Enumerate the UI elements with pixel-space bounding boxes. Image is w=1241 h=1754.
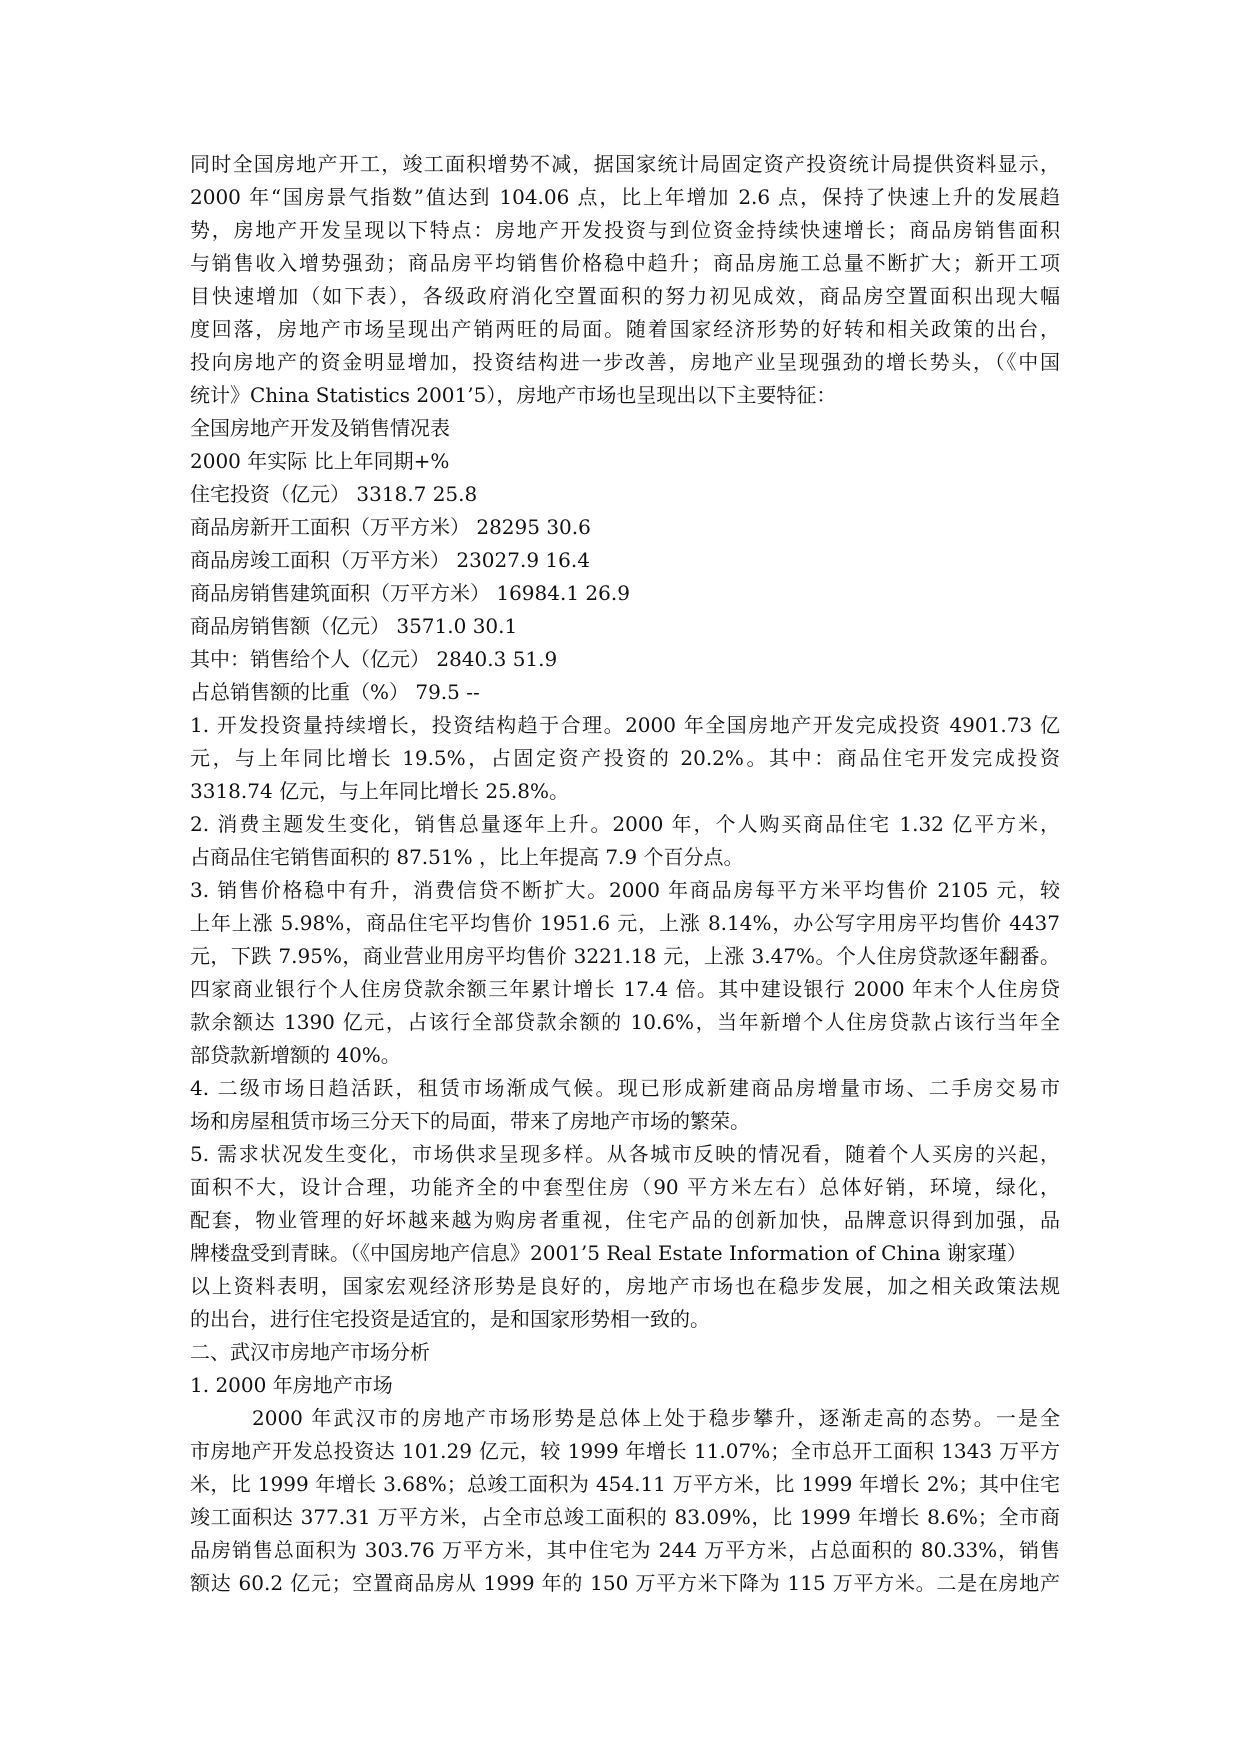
text-line: 2000 年武汉市的房地产市场形势是总体上处于稳步攀升，逐渐走高的态势。一是全 [252,1406,1060,1430]
text-line: 额达 60.2 亿元；空置商品房从 1999 年的 150 万平方米下降为 115 万平方米。二是在房地产 [190,1571,1060,1595]
text-line: 其中：销售给个人（亿元） 2840.3 51.9 [190,647,558,671]
text-line: 3318.74 亿元，与上年同比增长 25.8%。 [190,779,569,803]
text-line: 与销售收入增势强劲；商品房平均销售价格稳中趋升；商品房施工总量不断扩大；新开工项 [190,251,1060,275]
text-line: 市房地产开发总投资达 101.29 亿元，较 1999 年增长 11.07%；全市总开工面积 1343 万平方 [190,1439,1060,1463]
text-line: 部贷款新增额的 40%。 [190,1043,401,1067]
text-line: 二、武汉市房地产市场分析 [190,1340,430,1364]
text-line: 1. 开发投资量持续增长，投资结构趋于合理。2000 年全国房地产开发完成投资 4901.73 亿 [190,713,1060,737]
text-line: 2. 消费主题发生变化，销售总量逐年上升。2000 年，个人购买商品住宅 1.32 亿平方米， [190,812,1060,836]
text-line: 元，下跌 7.95%，商业营业用房平均售价 3221.18 元，上涨 3.47%。个人住房贷款逐年翻番。 [190,944,1060,968]
text-line: 商品房竣工面积（万平方米） 23027.9 16.4 [190,548,590,572]
text-line: 5. 需求状况发生变化，市场供求呈现多样。从各城市反映的情况看，随着个人买房的兴起， [190,1142,1060,1166]
text-line: 势，房地产开发呈现以下特点：房地产开发投资与到位资金持续快速增长；商品房销售面积 [190,218,1060,242]
text-line: 同时全国房地产开工，竣工面积增势不减，据国家统计局固定资产投资统计局提供资料显示， [190,152,1060,176]
text-line: 2000 年实际 比上年同期+% [190,449,450,473]
text-line: 四家商业银行个人住房贷款余额三年累计增长 17.4 倍。其中建设银行 2000 年末个人住房贷 [190,977,1060,1001]
text-line: 商品房销售建筑面积（万平方米） 16984.1 26.9 [190,581,630,605]
text-line: 上年上涨 5.98%，商品住宅平均售价 1951.6 元，上涨 8.14%，办公写字用房平均售价 4437 [190,911,1060,935]
text-line: 全国房地产开发及销售情况表 [190,416,450,440]
text-line: 款余额达 1390 亿元，占该行全部贷款余额的 10.6%，当年新增个人住房贷款占该行当年全 [190,1010,1060,1034]
text-line: 占总销售额的比重（%） 79.5 -- [190,680,480,704]
text-line: 场和房屋租赁市场三分天下的局面，带来了房地产市场的繁荣。 [190,1109,750,1133]
text-line: 投向房地产的资金明显增加，投资结构进一步改善，房地产业呈现强劲的增长势头，（《中国 [190,350,1060,374]
text-line: 住宅投资（亿元） 3318.7 25.8 [190,482,478,506]
text-line: 配套，物业管理的好坏越来越为购房者重视，住宅产品的创新加快，品牌意识得到加强，品 [190,1208,1060,1232]
text-line: 3. 销售价格稳中有升，消费信贷不断扩大。2000 年商品房每平方米平均售价 2105 元，较 [190,878,1060,902]
text-line: 牌楼盘受到青睐。（《中国房地产信息》2001’5 Real Estate Information of China 谢家瑾） [190,1241,1027,1265]
text-line: 占商品住宅销售面积的 87.51% ，比上年提高 7.9 个百分点。 [190,845,744,869]
text-line: 商品房销售额（亿元） 3571.0 30.1 [190,614,518,638]
text-line: 品房销售总面积为 303.76 万平方米，其中住宅为 244 万平方米，占总面积的 80.33%，销售 [190,1538,1060,1562]
text-line: 面积不大，设计合理，功能齐全的中套型住房（90 平方米左右）总体好销，环境，绿化， [190,1175,1060,1199]
text-line: 度回落，房地产市场呈现出产销两旺的局面。随着国家经济形势的好转和相关政策的出台， [190,317,1060,341]
text-line: 4. 二级市场日趋活跃，租赁市场渐成气候。现已形成新建商品房增量市场、二手房交易市 [190,1076,1060,1100]
text-line: 统计》China Statistics 2001’5），房地产市场也呈现出以下主要特征： [190,383,837,407]
text-line: 元，与上年同比增长 19.5%，占固定资产投资的 20.2%。其中：商品住宅开发完成投资 [190,746,1060,770]
text-line: 商品房新开工面积（万平方米） 28295 30.6 [190,515,591,539]
text-line: 米，比 1999 年增长 3.68%；总竣工面积为 454.11 万平方米，比 1999 年增长 2%；其中住宅 [190,1472,1060,1496]
text-line: 1. 2000 年房地产市场 [190,1373,393,1397]
text-line: 以上资料表明，国家宏观经济形势是良好的，房地产市场也在稳步发展，加之相关政策法规 [190,1274,1060,1298]
text-line: 竣工面积达 377.31 万平方米，占全市总竣工面积的 83.09%，比 1999 年增长 8.6%；全市商 [190,1505,1060,1529]
text-line: 的出台，进行住宅投资是适宜的，是和国家形势相一致的。 [190,1307,710,1331]
text-line: 目快速增加（如下表），各级政府消化空置面积的努力初见成效，商品房空置面积出现大幅 [190,284,1060,308]
document-body [190,148,1060,1600]
text-line: 2000 年“国房景气指数”值达到 104.06 点，比上年增加 2.6 点，保持了快速上升的发展趋 [190,185,1060,209]
